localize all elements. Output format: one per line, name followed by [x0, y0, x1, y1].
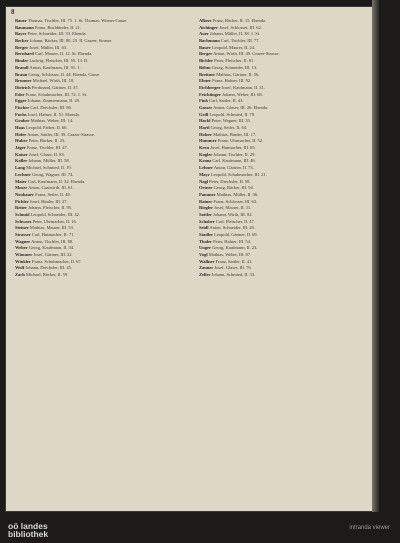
entry-surname: Thaler	[199, 238, 212, 244]
entry-surname: Ortner	[199, 185, 213, 191]
entry-details: Leopold, Gärtner, II. 69.	[214, 232, 258, 237]
entry-details: Josef, Glaser, II. 83.	[28, 151, 65, 157]
entry-details: Anton, Sattler, III. 39. Grazer-Strasse.	[27, 131, 95, 137]
entry-surname: Mayr	[199, 171, 210, 177]
entry-surname: Kogler	[199, 151, 213, 157]
directory-entry	[15, 272, 185, 278]
entry-details: Leopold, Schuhmacher, III. 21.	[210, 171, 267, 177]
scanned-page	[5, 6, 377, 512]
entry-surname: Kaiser	[15, 151, 28, 157]
entry-details: Peter, Schneider, III. 33. Ebenda.	[27, 31, 87, 37]
entry-details: Carl, Sattler, II. 43.	[209, 98, 244, 104]
entry-details: Johann, Müller, III. 58.	[28, 158, 70, 164]
entry-surname: Eder	[15, 91, 25, 97]
entry-surname: Becker	[15, 38, 29, 44]
entry-details: Carl, Tischler, III. 77.	[220, 38, 260, 44]
entry-details: Franz, Sattler, II. 41.	[215, 258, 253, 264]
directory-entry	[199, 25, 369, 31]
entry-surname: Stadler	[199, 232, 213, 237]
entry-surname: Pichler	[15, 198, 29, 204]
entry-details: Leopold, Schmied, II. 79.	[209, 111, 256, 117]
directory-entry	[199, 51, 369, 57]
entry-surname: Haas	[15, 125, 25, 130]
directory-entry	[15, 132, 185, 138]
directory-entry	[199, 158, 369, 164]
entry-surname: Albert	[199, 18, 212, 23]
book-gutter	[372, 0, 379, 512]
directory-entry	[199, 118, 369, 124]
directory-entry	[15, 165, 185, 171]
directory-entry	[15, 65, 185, 71]
entry-details: Franz, Seiler, II. 48.	[35, 191, 71, 197]
directory-entry	[199, 245, 369, 251]
entry-surname: Wolf	[15, 265, 25, 271]
logo-line-1: oö landes	[8, 521, 48, 531]
entry-details: Anton, Tischler, III. 88.	[31, 238, 74, 244]
directory-entry	[15, 205, 185, 211]
directory-entry	[199, 252, 369, 258]
entry-details: Johann, Zimmermann, II. 29.	[27, 98, 80, 104]
directory-entry	[199, 199, 369, 205]
entry-surname: Schober	[199, 218, 215, 224]
entry-surname: Bernhard	[15, 51, 34, 57]
entry-details: Peter, Bäcker, II. 25.	[28, 138, 66, 144]
entry-details: Peter, Drechsler, II. 58.	[209, 178, 251, 184]
entry-surname: Kern	[199, 145, 210, 151]
entry-details: Josef, Maurer, II. 11.	[214, 205, 252, 211]
entry-details: Josef, Binder, III. 27.	[29, 198, 68, 204]
directory-entry	[15, 259, 185, 265]
entry-surname: Brunner	[15, 78, 32, 84]
library-logo[interactable]	[8, 522, 48, 538]
directory-entry	[199, 85, 369, 91]
directory-entry	[15, 18, 185, 24]
entry-details: Michael, Wirth, III. 18.	[32, 78, 75, 84]
entry-details: Johann, Schmied, II. 33.	[211, 272, 256, 278]
entry-details: Josef, Hafner, II. 51. Ebenda.	[27, 111, 80, 117]
entry-details: Anton, Schneider, III. 28.	[209, 225, 255, 231]
entry-surname: Braun	[15, 71, 28, 77]
entry-surname: Hummer	[199, 138, 217, 144]
entry-surname: Nagl	[199, 178, 208, 184]
entry-surname: Dietrich	[15, 84, 31, 90]
directory-entry	[199, 192, 369, 198]
entry-details: Franz, Schlosser, III. 63.	[213, 198, 258, 204]
directory-entry	[199, 185, 369, 191]
directory-entry	[199, 125, 369, 131]
entry-details: Anton, Wirth, III. 49. Grazer-Strasse.	[213, 51, 280, 57]
entry-details: Peter, Wagner, III. 35.	[211, 118, 251, 124]
entry-surname: Maier	[15, 178, 27, 184]
entry-surname: Auer	[199, 31, 209, 37]
entry-details: Carl, Hutmacher, II. 71.	[31, 232, 75, 237]
entry-surname: Bauer	[15, 18, 27, 23]
page-number: 8	[11, 8, 15, 16]
entry-surname: Riegler	[199, 205, 213, 211]
entry-surname: Fink	[199, 98, 208, 104]
directory-entry	[199, 179, 369, 185]
entry-surname: Seidl	[199, 225, 209, 231]
directory-entry	[199, 225, 369, 231]
directory-entry	[199, 212, 369, 218]
directory-entry	[15, 45, 185, 51]
directory-entry	[15, 58, 185, 64]
entry-details: Johann, Müller, II. 38. 1. St.	[209, 31, 261, 37]
entry-surname: Baumann	[15, 24, 34, 30]
entry-details: Mathias, Binder, III. 17.	[213, 131, 257, 137]
entry-surname: Aichinger	[199, 24, 218, 30]
entry-details: Georg, Kaufmann, II. 23.	[212, 245, 258, 251]
right-column	[199, 18, 369, 279]
entry-surname: Egger	[15, 98, 27, 104]
entry-details: Johann, Tischler, II. 29.	[213, 151, 256, 157]
entry-surname: Rainer	[199, 198, 213, 204]
entry-details: Peter, Hafner, III. 54.	[213, 238, 251, 244]
entry-details: Carl, Maurer, II. 12. St. Ebenda.	[34, 51, 93, 57]
entry-details: Georg, Seiler, II. 64.	[210, 125, 248, 130]
directory-entry	[15, 125, 185, 131]
entry-surname: Bayer	[15, 31, 27, 37]
entry-surname: Fischer	[15, 104, 30, 110]
entry-details: Carl, Kaufmann, II. 32. Ebenda.	[27, 178, 86, 184]
viewer-label[interactable]: intranda viewer	[349, 525, 390, 531]
entry-details: Georg, Schlosser, II. 44. Ebenda, Gasse.	[28, 71, 101, 77]
entry-surname: Hofer	[15, 131, 27, 137]
directory-entry	[15, 199, 185, 205]
directory-entry	[199, 259, 369, 265]
entry-surname: Schwarz	[15, 218, 32, 224]
entry-surname: Jäger	[15, 145, 26, 151]
directory-entry	[15, 98, 185, 104]
directory-entry	[15, 185, 185, 191]
entry-surname: Steiner	[15, 225, 29, 231]
entry-details: Franz, Uhrmacher, II. 52.	[217, 138, 264, 144]
directory-entry	[199, 219, 369, 225]
entry-details: Carl, Kaufmann, III. 46.	[212, 158, 256, 164]
entry-surname: Zach	[15, 272, 25, 278]
directory-entry	[199, 138, 369, 144]
directory-entry	[199, 112, 369, 118]
logo-line-2: bibliothek	[8, 529, 49, 539]
entry-details: Georg, Wagner, III. 74.	[32, 171, 74, 177]
directory-entry	[15, 225, 185, 231]
entry-surname: Wallner	[199, 258, 215, 264]
entry-surname: Grill	[199, 111, 209, 117]
directory-entry	[15, 219, 185, 225]
directory-entry	[15, 192, 185, 198]
directory-entry	[15, 138, 185, 144]
directory-entry	[15, 252, 185, 258]
directory-entry	[15, 51, 185, 57]
directory-entry	[199, 239, 369, 245]
entry-details: Ferdinand, Gärtner, II. 37.	[31, 84, 79, 90]
entry-surname: Wagner	[15, 238, 31, 244]
entry-details: Georg, Bäcker, III. 94.	[213, 185, 254, 191]
entry-details: Josef, Schlosser, III. 62.	[219, 24, 262, 30]
entry-details: Anton, Gastwirth, III. 61.	[28, 185, 74, 191]
directory-entry	[199, 31, 369, 37]
entry-surname: Brandl	[15, 64, 29, 70]
entry-details: Josef, Gärtner, III. 22.	[33, 252, 73, 258]
directory-entry	[199, 172, 369, 178]
entry-surname: Böhm	[199, 64, 211, 70]
entry-surname: Bauer	[199, 44, 211, 50]
entry-details: Johann, Fleischer, II. 95.	[28, 205, 73, 211]
entry-details: Anton, Gärtner, II. 73.	[213, 165, 254, 171]
entry-surname: Winkler	[15, 258, 31, 264]
entry-surname: Binder	[15, 58, 29, 64]
directory-entry	[199, 165, 369, 171]
entry-details: Franz, Hafner, III. 92.	[212, 78, 252, 84]
directory-entry	[15, 78, 185, 84]
directory-entry	[15, 239, 185, 245]
entry-details: Josef, Müller, III. 63.	[29, 44, 68, 50]
entry-details: Johann, Bäcker, III. 80. 23. II. Grazer, Strasse.	[29, 38, 113, 44]
entry-surname: Eichberger	[199, 84, 221, 90]
entry-details: Anton, Kaufmann, III. 91. 1.	[29, 64, 81, 70]
directory-entry	[15, 172, 185, 178]
entry-surname: Bachmann	[199, 38, 220, 44]
directory-entry	[199, 105, 369, 111]
entry-details: Franz, Schuhmacher, II. 67.	[32, 258, 82, 264]
directory-entry	[15, 92, 185, 98]
entry-details: Johann, Wirth, III. 82.	[213, 211, 253, 217]
entry-surname: Neubauer	[15, 191, 34, 197]
entry-surname: Berger	[15, 44, 29, 50]
entry-details: Mathias, Müller, II. 36.	[216, 191, 259, 197]
directory-entry	[15, 265, 185, 271]
entry-details: Franz, Schuhmacher, III. 72. 1. St.	[25, 91, 88, 97]
entry-details: Josef, Glaser, III. 76.	[214, 265, 252, 271]
directory-entry	[15, 72, 185, 78]
entry-surname: Koller	[15, 158, 28, 164]
directory-entry	[15, 158, 185, 164]
directory-entry	[15, 145, 185, 151]
entry-details: Peter, Uhrmacher, II. 16.	[32, 218, 77, 224]
entry-surname: Fuchs	[15, 111, 27, 117]
directory-entry	[199, 45, 369, 51]
entry-surname: Vogl	[199, 252, 208, 258]
entry-surname: Lang	[15, 165, 26, 171]
directory-entry	[15, 245, 185, 251]
directory-entry	[15, 112, 185, 118]
directory-entry	[15, 212, 185, 218]
entry-details: Michael, Schmied, II. 19.	[26, 165, 72, 171]
directory-entry	[199, 38, 369, 44]
entry-surname: Berger	[199, 51, 213, 57]
entry-surname: Huber	[15, 138, 28, 144]
entry-surname: Moser	[15, 185, 28, 191]
directory-entry	[15, 105, 185, 111]
entry-surname: Gruber	[15, 118, 30, 124]
entry-surname: Unger	[199, 245, 211, 251]
directory-entry	[15, 232, 185, 238]
directory-entry	[15, 152, 185, 158]
entry-details: Franz, Buchbinder, II. 21.	[34, 24, 82, 30]
entry-surname: Ebner	[199, 78, 212, 84]
entry-details: Franz, Tischler, III. 47.	[26, 145, 68, 151]
entry-surname: Zauner	[199, 265, 214, 271]
entry-details: Johann, Drechsler, III. 45.	[25, 265, 72, 271]
directory-entry	[199, 72, 369, 78]
entry-details: Georg, Schneider, III. 13.	[211, 64, 258, 70]
entry-surname: Sattler	[199, 211, 212, 217]
entry-surname: Lechner	[15, 171, 31, 177]
directory-entry	[199, 232, 369, 238]
directory-entry	[15, 118, 185, 124]
directory-entry	[15, 179, 185, 185]
entry-details: Mathias, Weber, III. 14.	[30, 118, 74, 124]
entry-details: Leopold, Maurer, II. 24.	[211, 44, 255, 50]
entry-surname: Weber	[15, 245, 28, 251]
directory-entry	[199, 98, 369, 104]
entry-details: Thomas, Tischler, III. 75. 1. St. Thomas, Wiener-Gasse.	[27, 18, 128, 23]
directory-entry	[199, 65, 369, 71]
entry-surname: Breitner	[199, 71, 216, 77]
entry-details: Johann, Weber, III. 68.	[222, 91, 263, 97]
entry-surname: Reiter	[15, 205, 27, 211]
directory-entry	[199, 78, 369, 84]
entry-details: Mathias, Gärtner, II. 56.	[216, 71, 260, 77]
entry-surname: Zeller	[199, 272, 211, 278]
entry-surname: Wimmer	[15, 252, 33, 258]
directory-entry	[15, 25, 185, 31]
directory-entry	[199, 145, 369, 151]
entry-details: Carl, Drechsler, III. 86.	[30, 104, 72, 110]
directory-entry	[199, 152, 369, 158]
entry-details: Leopold, Färber, II. 66.	[25, 125, 68, 130]
entry-details: Peter, Fleischer, II. 81.	[214, 58, 255, 64]
entry-surname: Lehner	[199, 165, 213, 171]
directory-entry	[199, 265, 369, 271]
entry-details: Josef, Kaufmann, II. 31.	[221, 84, 265, 90]
directory-entry	[199, 92, 369, 98]
directory-entry	[199, 205, 369, 211]
entry-surname: Schmid	[15, 211, 30, 217]
entry-details: Mathias, Maurer, III. 53.	[29, 225, 74, 231]
entry-surname: Feichtinger	[199, 91, 221, 97]
entry-details: Georg, Kaufmann, II. 34.	[28, 245, 75, 251]
viewer-footer	[0, 512, 400, 543]
entry-details: Michael, Bäcker, II. 59.	[25, 272, 69, 278]
entry-surname: Kranz	[199, 158, 212, 164]
directory-entry	[199, 58, 369, 64]
entry-details: Josef, Hutmacher, III. 85.	[210, 145, 256, 151]
entry-surname: Gasser	[199, 104, 213, 110]
directory-entry	[199, 18, 369, 24]
directory-entry	[199, 272, 369, 278]
directory-entry	[15, 38, 185, 44]
left-column	[15, 18, 185, 279]
entry-surname: Strasser	[15, 232, 31, 237]
entry-surname: Hackl	[199, 118, 211, 124]
entry-surname: Bichler	[199, 58, 213, 64]
entry-details: Ludwig, Fleischer, III. 55. 13. II.	[29, 58, 89, 64]
entry-details: Carl, Fleischer, II. 47.	[215, 218, 255, 224]
directory-entry	[15, 31, 185, 37]
entry-details: Leopold, Schneider, III. 42.	[30, 211, 80, 217]
entry-details: Anton, Glaser, III. 26. Ebenda.	[213, 104, 269, 110]
entry-surname: Hartl	[199, 125, 210, 130]
directory-entry	[199, 132, 369, 138]
entry-details: Mathias, Weber, III. 87.	[208, 252, 252, 258]
entry-surname: Holzer	[199, 131, 212, 137]
entry-details: Franz, Bäcker, II. 15. Ebenda.	[212, 18, 267, 23]
entry-surname: Pammer	[199, 191, 216, 197]
directory-entry	[15, 85, 185, 91]
